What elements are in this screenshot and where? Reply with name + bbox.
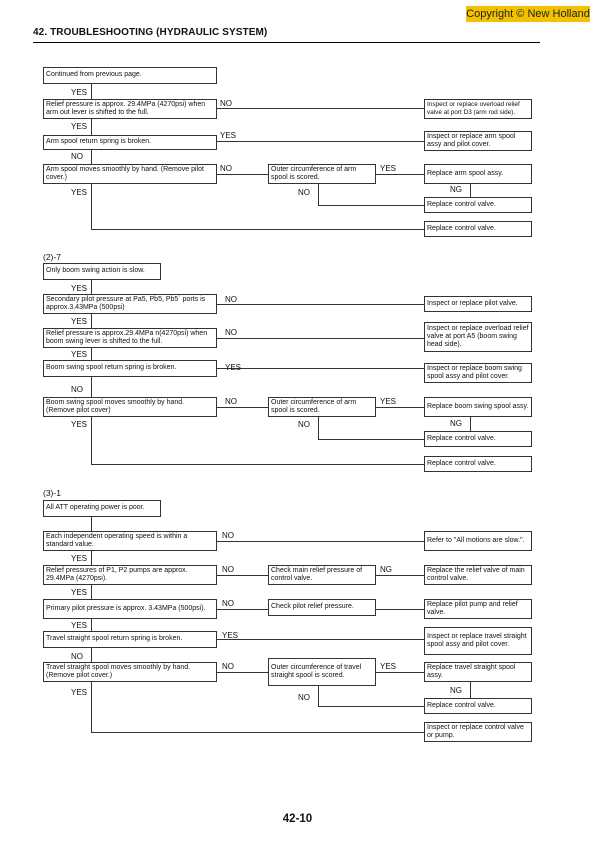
- question-box: Arm spool return spring is broken.: [43, 135, 217, 150]
- yes-label: YES: [71, 122, 88, 131]
- yes-label: YES: [71, 350, 88, 359]
- yes-label: YES: [220, 131, 237, 140]
- no-label: NO: [225, 295, 237, 304]
- yes-label: YES: [71, 688, 88, 697]
- connector: [217, 541, 425, 542]
- no-label: NO: [222, 662, 234, 671]
- result-box: Inspect or replace pilot valve.: [424, 296, 532, 312]
- no-label: NO: [71, 152, 83, 161]
- no-label: NO: [298, 693, 310, 702]
- yes-label: YES: [71, 284, 88, 293]
- connector: [91, 619, 92, 631]
- connector: [217, 338, 425, 339]
- connector: [91, 464, 425, 465]
- question-box: Relief pressures of P1, P2 pumps are approx. 29.4MPa (4270psi).: [43, 565, 217, 585]
- connector: [91, 184, 92, 229]
- connector: [217, 174, 268, 175]
- result-box: Replace the relief valve of main control valve.: [424, 565, 532, 585]
- no-label: NO: [222, 531, 234, 540]
- question-box: Secondary pilot pressure at Pa5, Pb5, Pb5` ports is approx.3.43MPa (500psi): [43, 294, 217, 314]
- no-label: NO: [225, 328, 237, 337]
- connector: [318, 184, 319, 205]
- no-label: NO: [298, 188, 310, 197]
- connector: [376, 174, 425, 175]
- page-header: 42. TROUBLESHOOTING (HYDRAULIC SYSTEM): [33, 27, 268, 38]
- result-box: Inspect or replace boom swing spool assy and pilot cover.: [424, 363, 532, 383]
- result-box: Replace arm spool assy.: [424, 164, 532, 184]
- connector: [91, 280, 92, 294]
- connector: [91, 150, 92, 164]
- connector: [376, 407, 425, 408]
- result-box: Replace control valve.: [424, 431, 532, 447]
- connector: [376, 609, 425, 610]
- connector: [91, 348, 92, 360]
- result-box: Inspect or replace control valve or pump.: [424, 722, 532, 742]
- no-label: NO: [71, 652, 83, 661]
- result-box: Refer to "All motions are slow.".: [424, 531, 532, 551]
- yes-label: YES: [71, 420, 88, 429]
- result-box: Replace control valve.: [424, 197, 532, 213]
- result-box: Replace control valve.: [424, 456, 532, 472]
- result-box: Inspect or replace overload relief valve at port D3 (arm rod side).: [424, 99, 532, 119]
- connector: [217, 575, 268, 576]
- connector: [470, 184, 471, 197]
- connector: [318, 417, 319, 439]
- ng-label: NG: [380, 565, 392, 574]
- question-box: Check pilot relief pressure.: [268, 599, 376, 616]
- connector: [217, 672, 268, 673]
- yes-label: YES: [71, 88, 88, 97]
- connector: [376, 672, 425, 673]
- connector: [91, 119, 92, 135]
- question-box: Outer circumference of travel straight spool is scored.: [268, 658, 376, 686]
- yes-label: YES: [71, 188, 88, 197]
- result-box: Inspect or replace overload relief valve at port A5 (boom swing head side).: [424, 322, 532, 352]
- question-box: Relief pressure is approx.29.4MPa n(4270psi) when boom swing lever is shifted to the full.: [43, 328, 217, 348]
- no-label: NO: [225, 397, 237, 406]
- section-title: (2)-7: [43, 252, 61, 262]
- connector: [91, 732, 425, 733]
- question-box: Boom swing spool moves smoothly by hand. (Remove pilot cover): [43, 397, 217, 417]
- question-box: Outer circumference of arm spool is scored.: [268, 164, 376, 184]
- ng-label: NG: [450, 686, 462, 695]
- connector: [318, 686, 319, 706]
- connector: [91, 585, 92, 599]
- flow-start-box: Only boom swing action is slow.: [43, 263, 161, 280]
- question-box: Relief pressure is approx. 29.4MPa (4270psi) when arm out lever is shifted to the full.: [43, 99, 217, 119]
- question-box: Check main relief pressure of control valve.: [268, 565, 376, 585]
- header-rule: [33, 42, 540, 43]
- yes-label: YES: [71, 588, 88, 597]
- yes-label: YES: [380, 164, 397, 173]
- flow-start-box: Continued from previous page.: [43, 67, 217, 84]
- no-label: NO: [220, 99, 232, 108]
- result-box: Inspect or replace arm spool assy and pilot cover.: [424, 131, 532, 151]
- connector: [470, 682, 471, 698]
- connector: [470, 417, 471, 431]
- yes-label: YES: [71, 621, 88, 630]
- connector: [91, 229, 425, 230]
- question-box: Primary pilot pressure is approx. 3.43MPa (500psi).: [43, 599, 217, 619]
- yes-label: YES: [380, 662, 397, 671]
- result-box: Inspect or replace travel straight spool assy and pilot cover.: [424, 627, 532, 655]
- connector: [91, 648, 92, 662]
- connector: [217, 108, 425, 109]
- connector: [318, 439, 425, 440]
- yes-label: YES: [225, 363, 242, 372]
- result-box: Replace travel straight spool assy.: [424, 662, 532, 682]
- yes-label: YES: [222, 631, 239, 640]
- connector: [217, 368, 425, 369]
- result-box: Replace control valve.: [424, 698, 532, 714]
- ng-label: NG: [450, 185, 462, 194]
- question-box: Boom swing spool return spring is broken.: [43, 360, 217, 377]
- question-box: Travel straight spool return spring is broken.: [43, 631, 217, 648]
- connector: [91, 517, 92, 531]
- section-title: (3)-1: [43, 488, 61, 498]
- no-label: NO: [298, 420, 310, 429]
- no-label: NO: [71, 385, 83, 394]
- result-box: Replace boom swing spool assy.: [424, 397, 532, 417]
- connector: [91, 551, 92, 565]
- copyright-banner: Copyright © New Holland: [466, 8, 590, 20]
- no-label: NO: [220, 164, 232, 173]
- flow-start-box: All ATT operating power is poor.: [43, 500, 161, 517]
- connector: [217, 609, 268, 610]
- yes-label: YES: [380, 397, 397, 406]
- connector: [91, 84, 92, 99]
- connector: [318, 205, 425, 206]
- yes-label: YES: [71, 317, 88, 326]
- connector: [217, 141, 425, 142]
- connector: [217, 639, 425, 640]
- question-box: Arm spool moves smoothly by hand. (Remove pilot cover.): [43, 164, 217, 184]
- page-number: 42-10: [282, 813, 313, 825]
- result-box: Replace pilot pump and relief valve.: [424, 599, 532, 619]
- question-box: Each independent operating speed is within a standard value.: [43, 531, 217, 551]
- connector: [91, 682, 92, 732]
- no-label: NO: [222, 599, 234, 608]
- question-box: Travel straight spool moves smoothly by hand. (Remove pilot cover.): [43, 662, 217, 682]
- yes-label: YES: [71, 554, 88, 563]
- connector: [217, 407, 268, 408]
- connector: [318, 706, 425, 707]
- no-label: NO: [222, 565, 234, 574]
- connector: [91, 417, 92, 464]
- connector: [91, 314, 92, 328]
- connector: [376, 575, 425, 576]
- result-box: Replace control valve.: [424, 221, 532, 237]
- connector: [91, 377, 92, 397]
- connector: [217, 304, 425, 305]
- question-box: Outer circumference of arm spool is scored.: [268, 397, 376, 417]
- ng-label: NG: [450, 419, 462, 428]
